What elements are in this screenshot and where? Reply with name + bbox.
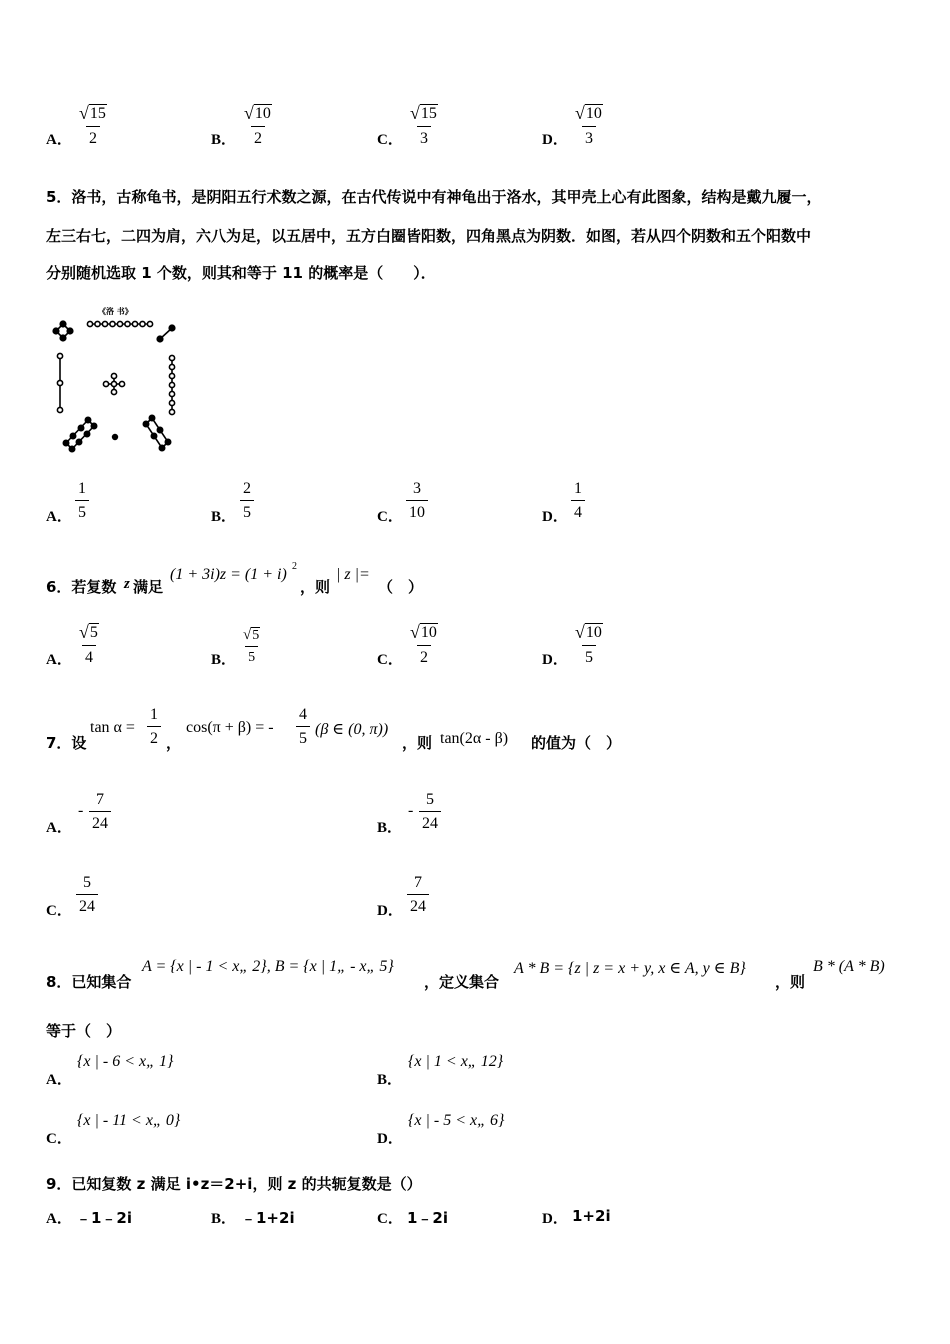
luoshu-two-yin <box>157 325 175 342</box>
q8-option-b-value: {x | 1 < x„ 12} <box>408 1053 504 1070</box>
q7-option-b-sign: - <box>408 802 414 819</box>
q5-option-a-value: $\frac{1}{5}$ <box>75 481 89 521</box>
q7-option-a-sign: - <box>78 802 84 819</box>
luoshu-four-yin <box>53 321 73 341</box>
q7-tail: 的值为（ ） <box>531 734 622 752</box>
q7-option-b-label: B． <box>377 820 403 836</box>
luoshu-six-yin <box>143 415 170 450</box>
q6-abs-z: | z |= <box>336 566 370 583</box>
q4-option-d-value: √ 10 3 <box>575 103 602 147</box>
q5-option-b-label: B． <box>211 509 237 525</box>
q6-option-b-label: B． <box>211 652 237 668</box>
q5-option-a-label: A． <box>46 509 72 525</box>
q6-option-a-value: √ 5 4 <box>79 622 98 666</box>
q7-option-d-value: $\frac{7}{24}$ <box>407 875 429 915</box>
q4-option-c-label: C． <box>377 132 403 148</box>
q7-then: ，则 <box>402 734 433 752</box>
q7-comma: ， <box>166 734 182 752</box>
q6-option-d-value: √ 10 5 <box>575 622 602 666</box>
q7-cos-frac: $\frac{4}{5}$ <box>296 707 310 747</box>
q5-option-d-value: $\frac{1}{4}$ <box>571 481 585 521</box>
q4-option-c-value: √ 15 3 <box>410 103 437 147</box>
q5-line-1: 5．洛书，古称龟书，是阴阳五行术数之源，在古代传说中有神龟出于洛水，其甲壳上心有此图象，结构是戴九履一， <box>46 188 822 206</box>
q8-definition: A * B = {z | z = x + y, x ∈ A, y ∈ B} <box>514 960 746 977</box>
q8-option-b-label: B． <box>377 1072 403 1088</box>
q8-option-a-value: {x | - 6 < x„ 1} <box>77 1053 174 1070</box>
q6-var: z <box>124 576 130 592</box>
q4-option-a-value: √ 15 2 <box>79 103 106 147</box>
luoshu-eight-yin <box>63 417 96 451</box>
q9-stem: 9．已知复数 z 满足 i•z＝2+i，则 z 的共轭复数是（） <box>46 1175 422 1193</box>
q6-option-b-value: √ 5 5 <box>243 627 260 665</box>
q9-option-d-label: D． <box>542 1211 568 1227</box>
q7-option-a-label: A． <box>46 820 72 836</box>
q5-option-c-label: C． <box>377 509 403 525</box>
q9-option-c-value: 1﹣2i <box>407 1209 449 1227</box>
q9-option-a-label: A． <box>46 1211 72 1227</box>
q7-tan: tan α = <box>90 719 135 736</box>
luoshu-caption: 《洛 书》 <box>98 307 133 316</box>
q4-option-a-label: A． <box>46 132 72 148</box>
q4-option-d-label: D． <box>542 132 568 148</box>
q7-option-b-value: $\frac{5}{24}$ <box>419 792 441 832</box>
q9-option-c-label: C． <box>377 1211 403 1227</box>
luoshu-one-yang <box>113 435 118 440</box>
q6-option-a-label: A． <box>46 652 72 668</box>
q8-option-c-label: C． <box>46 1131 72 1147</box>
q6-equation: (1 + 3i)z = (1 + i) <box>170 566 287 583</box>
q9-option-d-value: 1+2i <box>572 1207 611 1225</box>
q5-option-c-value: $\frac{3}{10}$ <box>406 481 428 521</box>
q7-cos: cos(π + β) = - <box>186 719 274 736</box>
q7-prefix: 7．设 <box>46 734 87 752</box>
q9-option-a-value: ﹣1﹣2i <box>76 1209 133 1227</box>
q8-option-a-label: A． <box>46 1072 72 1088</box>
q4-option-b-label: B． <box>211 132 237 148</box>
q6-option-c-value: √ 10 2 <box>410 622 437 666</box>
q6-paren: （ ） <box>378 578 424 596</box>
luoshu-three-yang <box>57 353 62 412</box>
luoshu-nine-yang <box>87 321 152 326</box>
q8-sets: A = {x | - 1 < x„ 2}, B = {x | 1„ - x„ 5} <box>142 958 394 975</box>
q9-option-b-value: ﹣1+2i <box>241 1209 295 1227</box>
q8-prefix: 8．已知集合 <box>46 973 132 991</box>
q8-line-2: 等于（ ） <box>46 1022 122 1040</box>
q8-option-c-value: {x | - 11 < x„ 0} <box>77 1112 181 1129</box>
q8-mid: ，定义集合 <box>424 973 500 991</box>
q8-then: ，则 <box>775 973 806 991</box>
q4-option-b-value: √ 10 2 <box>244 103 271 147</box>
q8-option-d-value: {x | - 5 < x„ 6} <box>408 1112 505 1129</box>
q7-option-d-label: D． <box>377 903 403 919</box>
q7-condition: (β ∈ (0, π)) <box>315 721 389 738</box>
q5-option-b-value: $\frac{2}{5}$ <box>240 481 254 521</box>
q5-line-2: 左三右七，二四为肩，六八为足，以五居中，五方白圈皆阳数，四角黑点为阴数．如图，若从四个阴数和五个阳数中 <box>46 227 812 245</box>
q7-option-c-value: $\frac{5}{24}$ <box>76 875 98 915</box>
q6-prefix: 6．若复数 <box>46 578 117 596</box>
q7-expr: tan(2α - β) <box>440 730 509 747</box>
q7-tan-frac: $\frac{1}{2}$ <box>147 707 161 747</box>
q6-then: ，则 <box>300 578 331 596</box>
q7-option-a-value: $\frac{7}{24}$ <box>89 792 111 832</box>
q5-option-d-label: D． <box>542 509 568 525</box>
q6-exponent: 2 <box>292 561 297 572</box>
q8-expr: B * (A * B) <box>813 958 885 975</box>
q5-line-3: 分别随机选取 1 个数，则其和等于 11 的概率是（ ）． <box>46 264 436 282</box>
luoshu-figure <box>48 300 188 460</box>
q6-option-c-label: C． <box>377 652 403 668</box>
q7-option-c-label: C． <box>46 903 72 919</box>
q8-option-d-label: D． <box>377 1131 403 1147</box>
luoshu-five-yang <box>103 373 124 394</box>
luoshu-seven-yang <box>169 355 174 414</box>
q6-option-d-label: D． <box>542 652 568 668</box>
q9-option-b-label: B． <box>211 1211 237 1227</box>
q6-mid: 满足 <box>133 578 164 596</box>
